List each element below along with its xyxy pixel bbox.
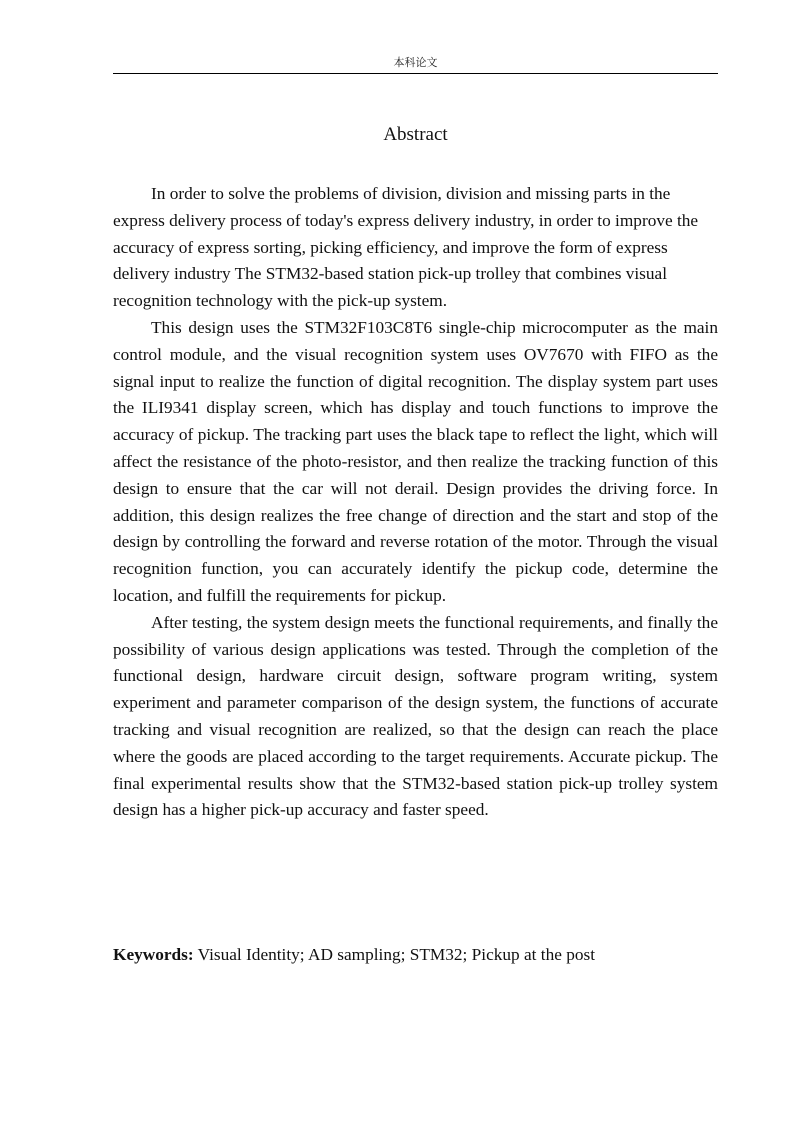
- keywords-line: [113, 942, 718, 968]
- abstract-paragraph-2: This design uses the STM32F103C8T6 single-chip microcomputer as the main control module, and the visual recognition system uses OV7670 with FIFO as the signal input to realize the function of digital recognition. The display system part uses the ILI9341 display screen, which has display and touch functions to improve the accuracy of pickup. The tracking part uses the black tape to reflect the light, which will affect the resistance of the photo-resistor, and then realize the tracking function of this design to ensure that the car will not derail. Design provides the driving force. In addition, this design realizes the free change of direction and the start and stop of the design by controlling the forward and reverse rotation of the motor. Through the visual recognition function, you can accurately identify the pickup code, determine the location, and fulfill the requirements for pickup.: [113, 317, 718, 605]
- keywords-label: Keywords:: [113, 945, 194, 964]
- running-header: 本科论文: [393, 56, 438, 69]
- abstract-title: Abstract: [383, 124, 448, 145]
- abstract-paragraph-3: After testing, the system design meets the functional requirements, and finally the possibility of various design applications was tested. Through the completion of the functional design, hardware circuit design, software program writing, system experiment and parameter comparison of the design system, the functions of accurate tracking and visual recognition are realized, so that the design can reach the place where the goods are placed according to the target requirements. Accurate pickup. The final experimental results show that the STM32-based station pick-up trolley system design has a higher pick-up accuracy and faster speed.: [113, 612, 718, 820]
- abstract-body: [113, 181, 718, 824]
- abstract-paragraph-1: In order to solve the problems of division, division and missing parts in the express delivery process of today's express delivery industry, in order to improve the accuracy of express sorting, picking efficiency, and improve the form of express delivery industry The STM32-based station pick-up trolley that combines visual recognition technology with the pick-up system.: [113, 184, 699, 311]
- header-rule: [113, 73, 718, 74]
- keywords-value: Visual Identity; AD sampling; STM32; Pickup at the post: [193, 945, 596, 964]
